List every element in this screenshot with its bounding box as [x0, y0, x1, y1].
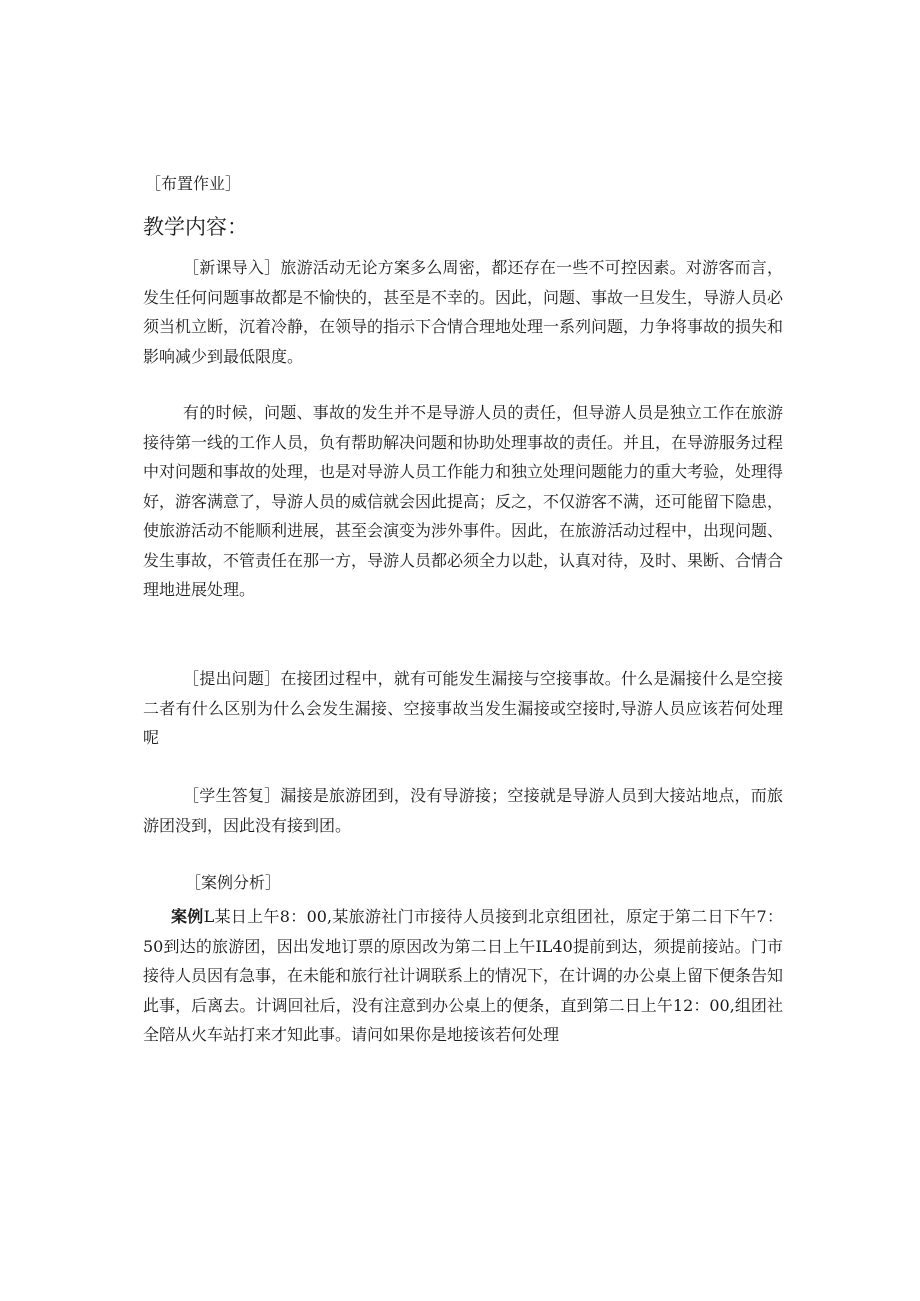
case-text: L某日上午8：00,某旅游社门市接待人员接到北京组团社，原定于第二日下午7：50到达的旅游团，因出发地订票的原因改为第二日上午IL40提前到达，须提前接站。门市接待人员因有急事，在未能和旅行社计调联系上的情况下，在计调的办公桌上留下便条告知此事，后离去。计调回社后，没有注意到办公桌上的便条，直到第二日上午12：00,组团社全陪从火车站打来才知此事。请问如果你是地接该若何处理 [143, 907, 784, 1044]
case-analysis-heading: ［案例分析］ [185, 873, 282, 892]
question-tag: ［提出问题］ [183, 669, 281, 688]
assign-homework-heading: ［布置作业］ [145, 174, 242, 193]
intro-paragraph [143, 253, 783, 371]
teaching-content-heading: 教学内容： [143, 215, 248, 239]
question-paragraph [143, 664, 783, 753]
answer-tag: ［学生答复］ [183, 786, 281, 805]
responsibility-paragraph: 有的时候，问题、事故的发生并不是导游人员的责任，但导游人员是独立工作在旅游接待第一线的工作人员，负有帮助解决问题和协助处理事故的责任。并且，在导游服务过程中对问题和事故的处理，也是对导游人员工作能力和独立处理问题能力的重大考验，处理得好，游客满意了，导游人员的威信就会因此提高；反之，不仅游客不满，还可能留下隐患，使旅游活动不能顺利进展，甚至会演变为涉外事件。因此，在旅游活动过程中，出现问题、发生事故，不管责任在那一方，导游人员都必须全力以赴，认真对待，及时、果断、合情合理地进展处理。 [143, 403, 784, 599]
case-paragraph [143, 902, 783, 1050]
case-label: 案例 [171, 907, 204, 926]
intro-text: 旅游活动无论方案多么周密，都还存在一些不可控因素。对游客而言，发生任何问题事故都是不愉快的，甚至是不幸的。因此，问题、事故一旦发生，导游人员必须当机立断，沉着冷静，在领导的指示下合情合理地处理一系列问题，力争将事故的损失和影响减少到最低限度。 [143, 258, 784, 366]
intro-tag: ［新课导入］ [183, 258, 281, 277]
answer-paragraph [143, 781, 783, 840]
answer-text: 漏接是旅游团到，没有导游接；空接就是导游人员到大接站地点，而旅游团没到，因此没有接到团。 [143, 786, 783, 835]
question-text: 在接团过程中，就有可能发生漏接与空接事故。什么是漏接什么是空接二者有什么区别为什么会发生漏接、空接事故当发生漏接或空接时,导游人员应该若何处理呢 [143, 669, 783, 747]
